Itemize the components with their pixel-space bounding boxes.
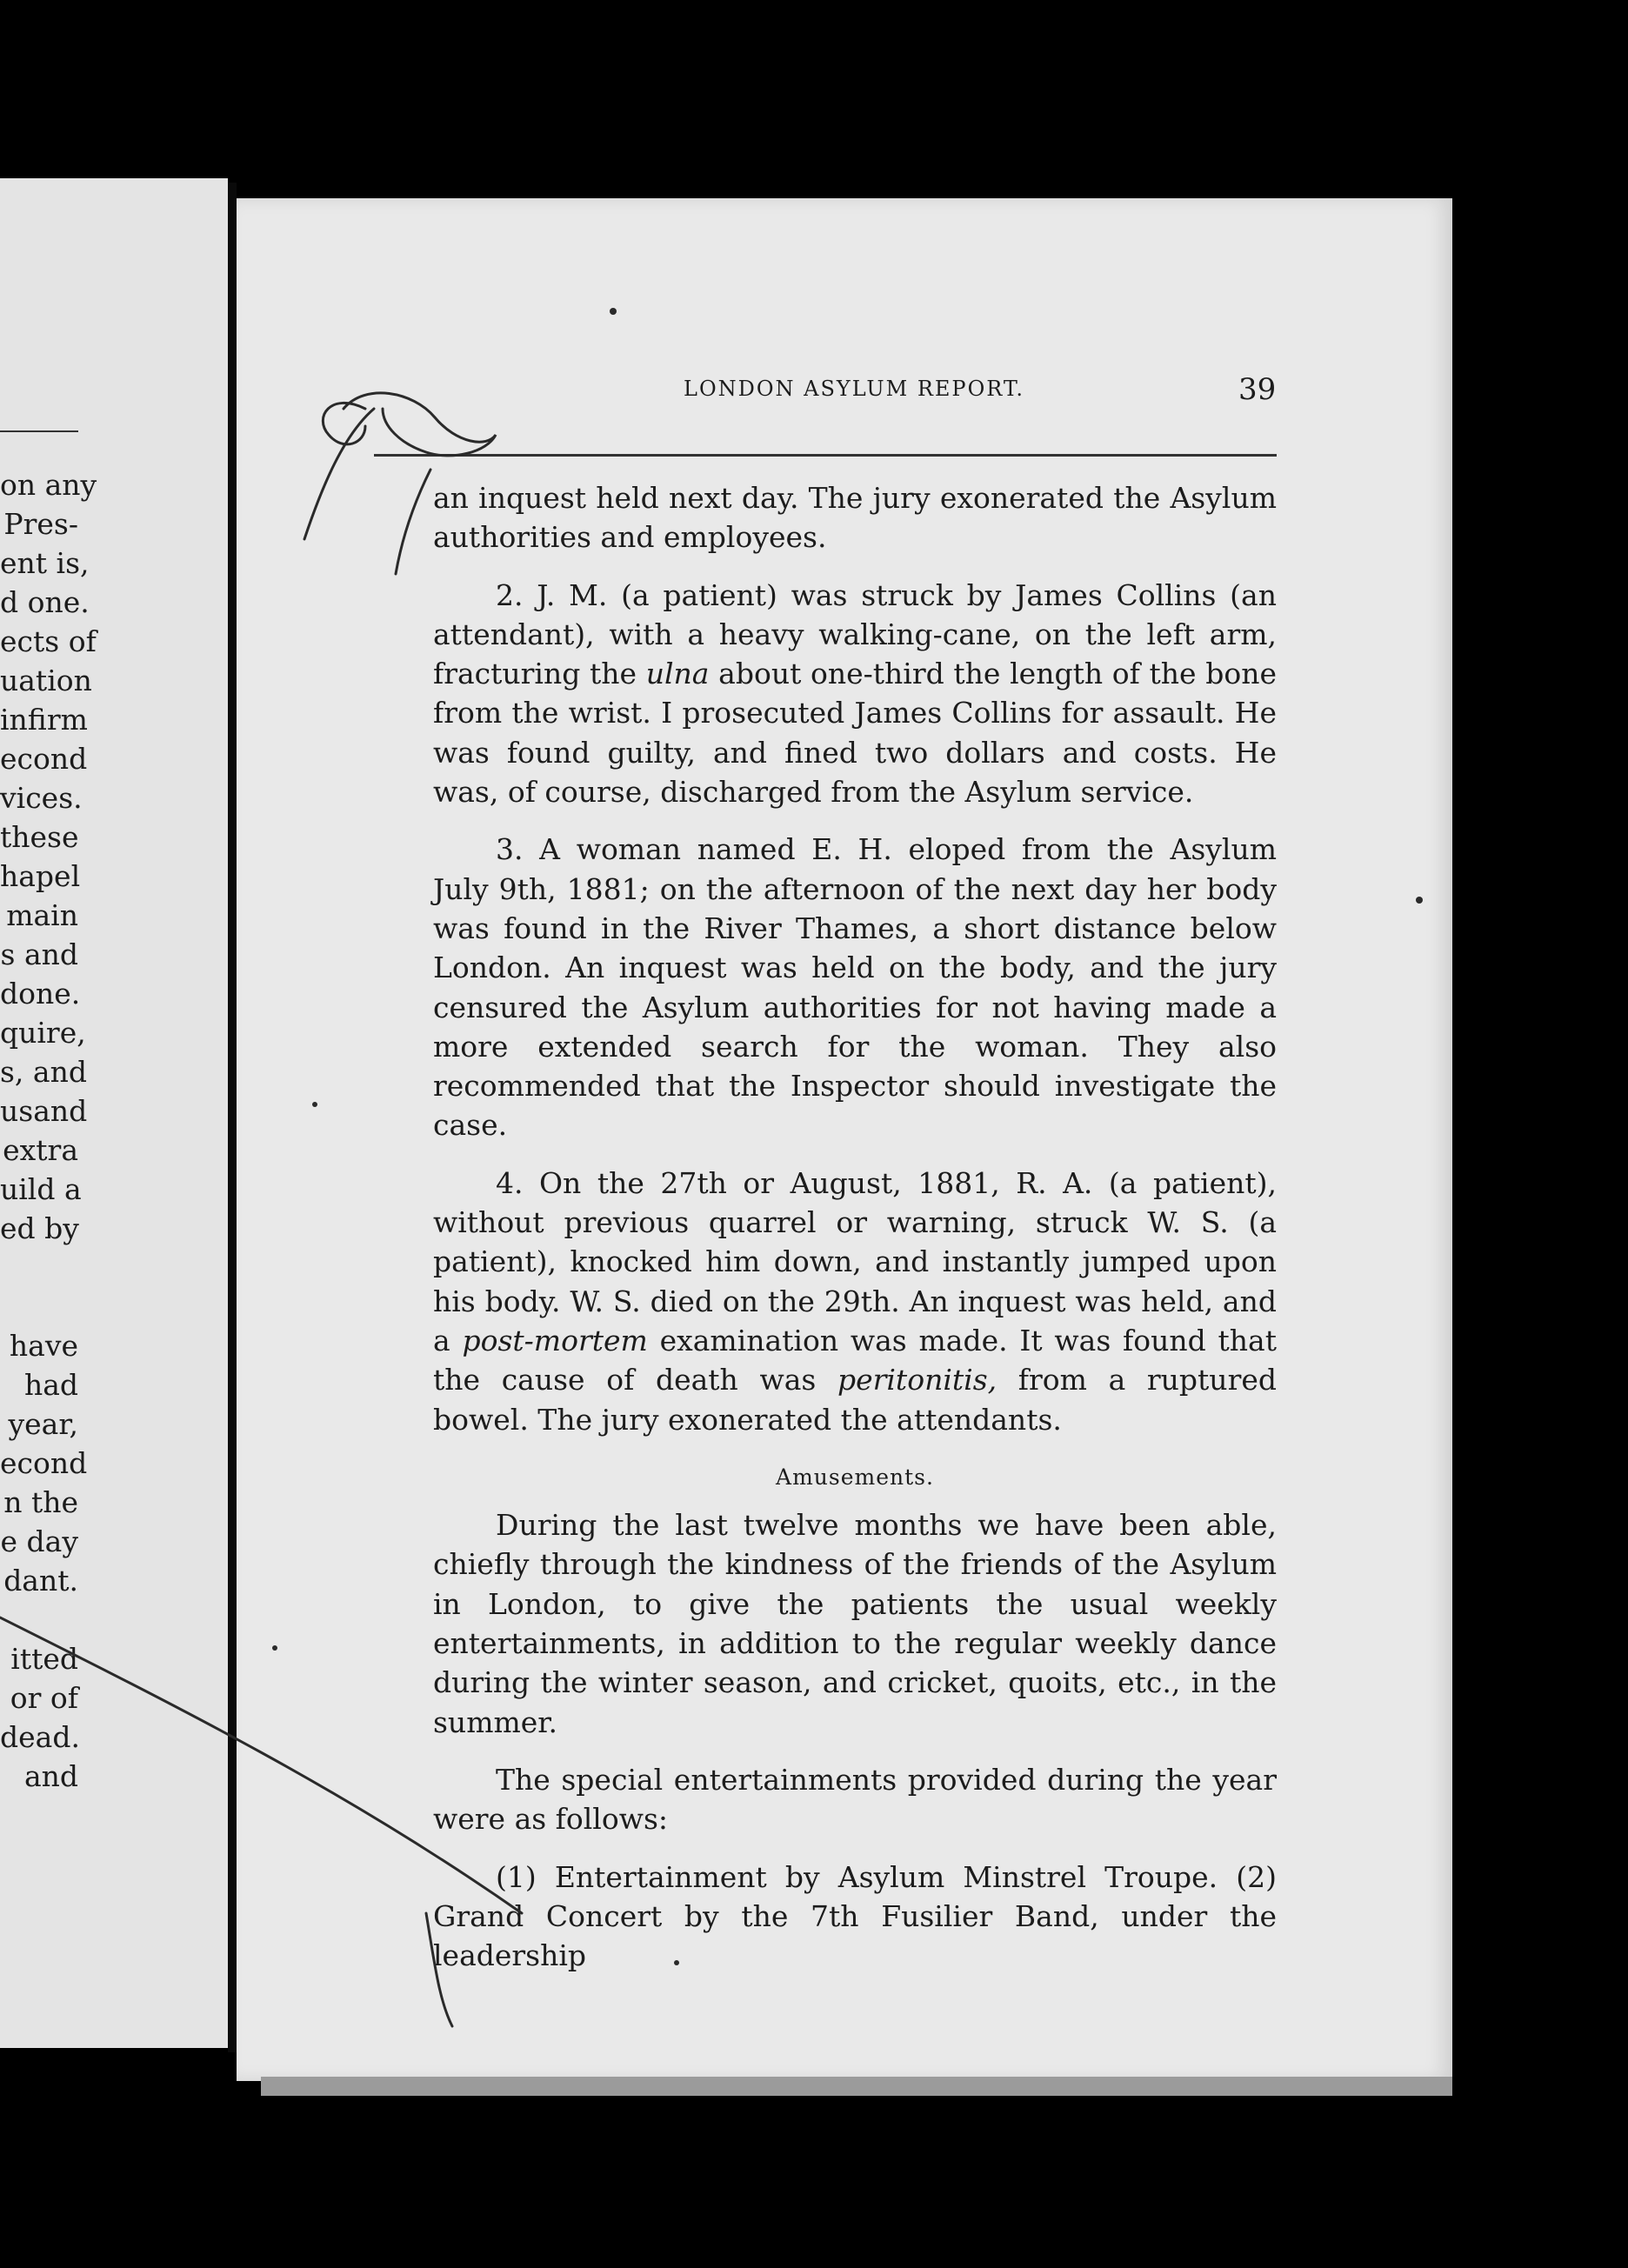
left-page-line: e day (0, 1524, 78, 1558)
case-4-text-b: examination was made. It was found that the cause of death was (433, 1323, 1277, 1397)
left-page-line: on any (0, 468, 97, 502)
paragraph-case-2 (433, 576, 1277, 812)
left-page-line: hapel (0, 859, 81, 893)
left-page-line: s and (0, 937, 78, 971)
case-2-text-a: 2. J. M. (a patient) was struck by James Collins (an attendant), with a heavy walking-cane, on the left arm, fracturing the (433, 577, 1277, 691)
page-number: 39 (1238, 372, 1277, 407)
book-gutter (228, 183, 237, 2052)
left-page-line: d one. (0, 585, 90, 619)
page-bottom-edge (261, 2077, 1452, 2096)
case-2-italic-ulna: ulna (645, 657, 710, 691)
case-2-text-b: about one-third the length of the bone from the wrist. I prosecuted James Collins for assault. He was found guilty, and fined two dollars and costs. He was, of course, discharged from the Asylum service. (433, 657, 1277, 810)
left-page-line: and (23, 1759, 78, 1793)
left-page-line: n the (3, 1485, 78, 1519)
left-page-line: itted (10, 1642, 78, 1676)
paragraph-entertainment-list: (1) Entertainment by Asylum Minstrel Troupe. (2) Grand Concert by the 7th Fusilier Band, under the leadership (433, 1859, 1277, 1973)
case-4-text-c: from a ruptured bowel. The jury exonerated the attendants. (433, 1363, 1277, 1437)
left-page-line: have (9, 1329, 78, 1363)
case-4-italic-peritonitis: peritonitis, (837, 1363, 997, 1397)
left-page-line: or of (10, 1681, 78, 1715)
paragraph-case-3: 3. A woman named E. H. eloped from the Asylum July 9th, 1881; on the afternoon of the next day her body was found in the River Thames, a short distance below London. An inquest was held on the body, and the jury censured the Asylum authorities for not having made a more extended search for the woman. They also recommended that the Inspector should investigate the case. (433, 832, 1277, 1143)
page-body (433, 478, 1277, 1975)
left-page-line: econd (0, 742, 88, 776)
left-page-line (0, 1600, 78, 1639)
left-page-line: quire, (0, 1016, 86, 1050)
left-page-line: ent is, (0, 546, 90, 580)
left-page-line: done. (0, 977, 81, 1011)
left-page-line: had (23, 1368, 78, 1402)
left-page-line: ects of (0, 624, 97, 658)
left-page-line: these (0, 820, 79, 854)
left-facing-page (0, 178, 228, 2048)
left-page-line: ed by (0, 1211, 79, 1245)
left-page-line: dead. (0, 1720, 80, 1754)
header-rule (374, 454, 1277, 457)
left-page-line: dant. (3, 1564, 78, 1598)
left-page-line: econd (0, 1446, 88, 1480)
left-page-line: uation (0, 664, 92, 697)
running-header: LONDON ASYLUM REPORT. (684, 377, 1025, 401)
paragraph-inquest-continuation: an inquest held next day. The jury exonerated the Asylum authorities and employees. (433, 481, 1277, 555)
left-page-line: s, and (0, 1055, 87, 1089)
left-page-line: uild a (0, 1172, 82, 1206)
paragraph-amusements-intro: During the last twelve months we have been able, chiefly through the kindness of the friends of the Asylum in London, to give the patients the usual weekly entertainments, in addition to the regular weekly dance during the winter season, and cricket, quoits, etc., in the summer. (433, 1508, 1277, 1739)
left-page-line: usand (0, 1094, 88, 1128)
left-page-line (0, 1248, 78, 1287)
left-page-line (0, 1287, 78, 1326)
case-4-text-a: 4. On the 27th or August, 1881, R. A. (a patient), without previous quarrel or warning, struck W. S. (a patient), knocked him down, and instantly jumped upon his body. W. S. died on the 29th. An inquest was held, and a (433, 1165, 1277, 1357)
paragraph-case-4 (433, 1164, 1277, 1439)
left-page-text-fragments (0, 465, 97, 1796)
left-page-line: vices. (0, 781, 83, 815)
left-page-line: extra (3, 1133, 78, 1167)
case-4-italic-post-mortem: post-mortem (462, 1323, 648, 1357)
paragraph-special-entertainments: The special entertainments provided during the year were as follows: (433, 1762, 1277, 1837)
left-page-line: Pres- (3, 507, 78, 541)
left-page-header-rule (0, 430, 78, 432)
left-page-line: main (6, 898, 78, 932)
left-page-line: infirm (0, 703, 88, 737)
left-page-line: year, (8, 1407, 78, 1441)
section-title-amusements: Amusements. (776, 1464, 934, 1490)
